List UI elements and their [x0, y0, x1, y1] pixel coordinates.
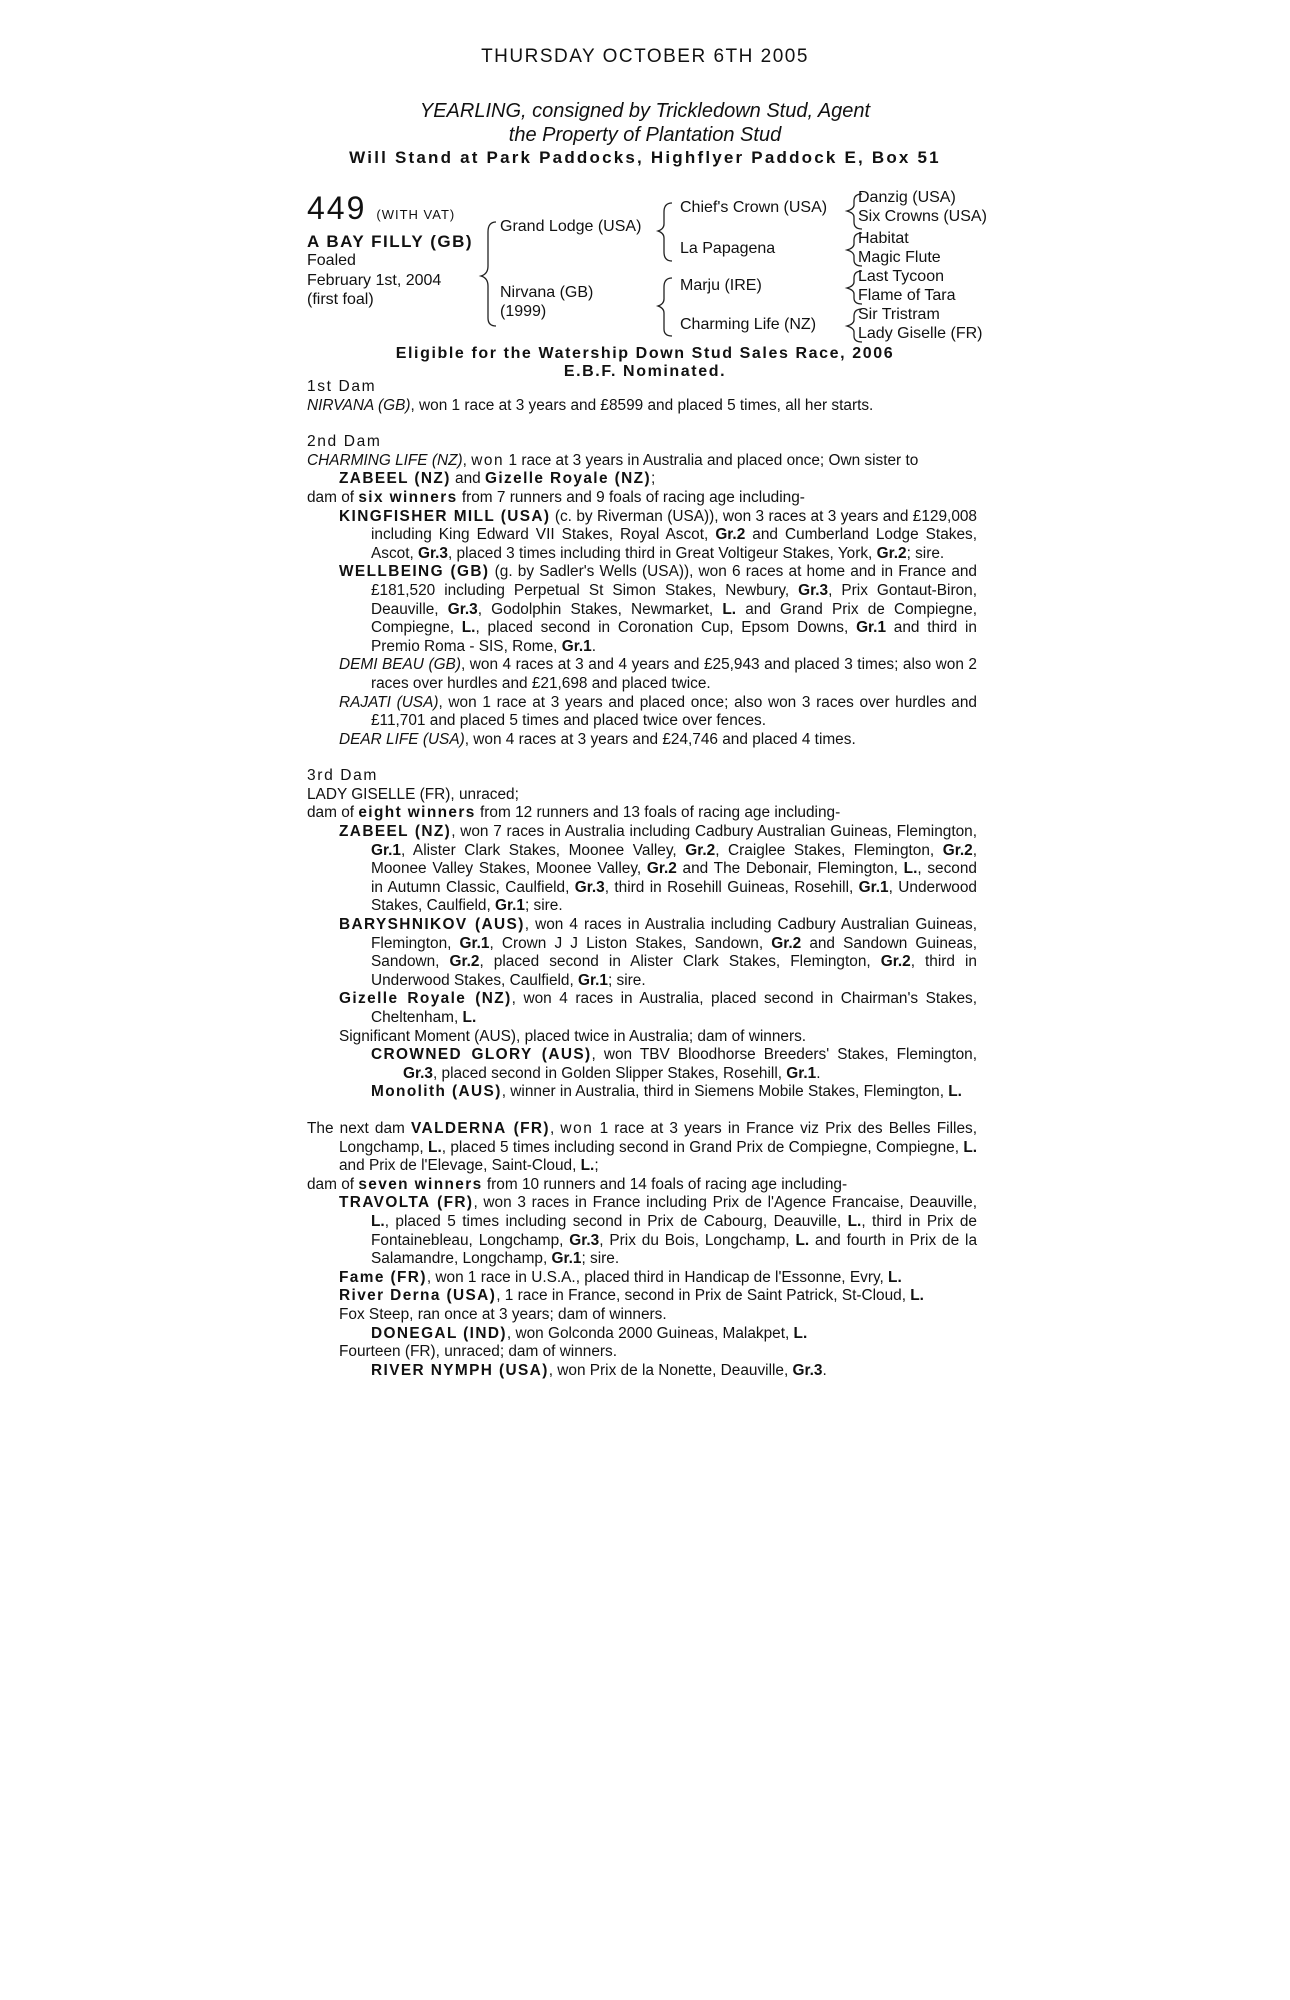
next-dam-text: and Prix de l'Elevage, Saint-Cloud,	[339, 1157, 581, 1175]
first-dam-heading: 1st Dam	[307, 378, 377, 395]
foal-name: WELLBEING (GB)	[339, 563, 490, 581]
foal-text: , Craiglee Stakes, Flemington,	[715, 841, 943, 859]
grade: L.	[847, 1212, 862, 1230]
grade: L.	[722, 600, 737, 618]
foal-text: .	[816, 1064, 821, 1082]
foal-text: , won 4 races at 3 years and £24,746 and placed 4 times.	[464, 730, 856, 748]
foal-text: , won Golconda 2000 Guineas, Malakpet,	[506, 1324, 794, 1342]
foal-text: (c. by Riverman (USA)), won 3 races at 3 years and £129,008 including King Edward VII Stakes, Royal Ascot,	[371, 507, 977, 544]
pedigree-g7: Sir Tristram	[858, 306, 940, 323]
foal-text: , Underwood Stakes, Caulfield,	[371, 878, 977, 915]
foal-name: DONEGAL (IND)	[371, 1324, 507, 1342]
dam-of-pre: dam of	[307, 804, 359, 822]
grade: Gr.1	[858, 878, 889, 896]
brace-main	[481, 222, 496, 326]
grade: L.	[795, 1231, 810, 1249]
foal-name: CROWNED GLORY (AUS)	[371, 1046, 592, 1064]
foal-baryshnikov	[307, 916, 977, 990]
next-dam-won: won	[560, 1119, 594, 1137]
dam-of-post: from 7 runners and 9 foals of racing age including-	[457, 488, 805, 506]
brace-sire	[658, 203, 672, 261]
pedigree-dam: Nirvana (GB)	[500, 284, 594, 301]
next-dam-name: VALDERNA (FR)	[411, 1119, 550, 1137]
foal-note: (first foal)	[307, 291, 374, 308]
next-dam-text: 1 race at 3 years in France viz Prix des Belles Filles, Longchamp,	[339, 1119, 977, 1156]
grade: Gr.2	[646, 860, 677, 878]
sale-date: THURSDAY OCTOBER 6TH 2005	[481, 46, 809, 67]
pedigree-dam-sire: Marju (IRE)	[680, 277, 762, 294]
grade: Gr.3	[418, 544, 448, 562]
dam-of-winners: eight winners	[358, 804, 476, 822]
foal-text: , won Prix de la Nonette, Deauville,	[548, 1361, 793, 1379]
foal-name: ZABEEL (NZ)	[339, 823, 452, 841]
grade: Gr.3	[403, 1064, 433, 1082]
second-dam-won: won	[471, 451, 505, 469]
grade: Gr.1	[551, 1250, 582, 1268]
grade: Gr.1	[371, 841, 401, 859]
grade: Gr.3	[792, 1361, 823, 1379]
eligible-note: Eligible for the Watership Down Stud Sales Race, 2006	[395, 345, 895, 362]
next-dam-produce	[307, 1176, 977, 1195]
foal-text: , won 4 races in Australia including Cadbury Australian Guineas, Flemington,	[371, 916, 978, 952]
second-dam-text: 1 race at 3 years in Australia and placed once; Own sister to	[504, 451, 919, 469]
pedigree-g2: Six Crowns (USA)	[858, 208, 987, 225]
foal-text: , second in Autumn Classic, Caulfield,	[371, 860, 977, 896]
pedigree-brackets	[0, 0, 1290, 400]
dam-of-pre: dam of	[307, 488, 359, 506]
second-dam-heading: 2nd Dam	[307, 433, 382, 451]
foal-text: , Alister Clark Stakes, Moonee Valley,	[400, 841, 686, 859]
consignment-line-1: YEARLING, consigned by Trickledown Stud, Agent	[419, 100, 871, 122]
foal-demi-beau	[307, 656, 977, 693]
brace-dam	[658, 278, 672, 336]
foal-text: , won TBV Bloodhorse Breeders' Stakes, Flemington,	[591, 1046, 977, 1064]
lot-number: 449	[307, 190, 367, 226]
stand-location: Will Stand at Park Paddocks, Highflyer Paddock E, Box 51	[349, 148, 941, 167]
foal-text: , won 1 race in U.S.A., placed third in Handicap de l'Essonne, Evry,	[426, 1268, 889, 1286]
grade: Gr.3	[798, 581, 829, 599]
dam-of-winners: six winners	[358, 488, 458, 506]
first-dam-line	[307, 397, 977, 416]
foal-gizelle-royale	[307, 990, 977, 1027]
pedigree-g3: Habitat	[858, 230, 909, 247]
grade: Gr.1	[786, 1064, 817, 1082]
foal-text: and Cumberland Lodge Stakes, Ascot,	[371, 526, 977, 562]
foal-text: , won 4 races in Australia, placed second in Chairman's Stakes, Cheltenham,	[371, 990, 977, 1026]
foal-text: and Grand Prix de Compiegne, Compiegne,	[371, 600, 977, 637]
grade: Gr.2	[876, 544, 907, 562]
grade: L.	[910, 1287, 924, 1305]
foal-text: , placed 3 times including third in Great Voltigeur Stakes, York,	[448, 544, 877, 562]
grade: Gr.1	[856, 619, 887, 637]
foaled-label: Foaled	[307, 252, 356, 269]
foal-text: (g. by Sadler's Wells (USA)), won 6 races at home and in France and £181,520 including Perpetual St Simon Stakes, Newbury,	[371, 563, 977, 599]
foal-name: BARYSHNIKOV (AUS)	[339, 916, 525, 934]
pedigree-g1: Danzig (USA)	[858, 189, 956, 206]
grade: L.	[580, 1157, 595, 1175]
foal-kingfisher-mill	[307, 508, 977, 564]
sibling-end: ;	[650, 470, 656, 488]
grade: Gr.2	[771, 934, 802, 952]
next-dam-line: The next dam VALDERNA (FR), won 1 race at 3 years in France viz Prix des Belles Filles, Longchamp, L., placed 5 times including second in Grand Prix de Compiegne, Compiegne, L. and Prix de l'Elevage, Saint-Cloud, L.;	[307, 1119, 977, 1175]
grade: L.	[371, 1212, 385, 1230]
foal-text: , third in Prix de Fontainebleau, Longchamp,	[371, 1212, 977, 1249]
second-dam-produce	[307, 489, 977, 508]
dam-of-post: from 10 runners and 14 foals of racing age including-	[482, 1175, 848, 1193]
foal-river-derna	[307, 1287, 977, 1306]
grade: L.	[903, 860, 918, 878]
grade: L.	[948, 1083, 962, 1101]
foal-text: , placed 5 times including second in Prix de Cabourg, Deauville,	[384, 1212, 848, 1230]
grandfoal-river-nymph	[307, 1362, 977, 1381]
grandfoal-crowned-glory	[307, 1046, 977, 1083]
foal-text: , won 7 races in Australia including Cadbury Australian Guineas, Flemington,	[451, 823, 978, 841]
pedigree-g4: Magic Flute	[858, 249, 941, 266]
pedigree-dam-dam: Charming Life (NZ)	[680, 316, 817, 333]
grade: Gr.3	[574, 878, 605, 896]
foal-text: and Sandown Guineas, Sandown,	[371, 934, 977, 971]
grade: Gr.3	[569, 1231, 600, 1249]
foal-text: and The Debonair, Flemington,	[676, 860, 904, 878]
grade: Gr.2	[449, 953, 480, 971]
third-dam-produce	[307, 804, 977, 823]
pedigree-g5: Last Tycoon	[858, 268, 944, 285]
foal-name: Monolith (AUS)	[371, 1083, 502, 1101]
foal-text: , Prix du Bois, Longchamp,	[599, 1231, 796, 1249]
grade: Gr.2	[880, 953, 911, 971]
sibling-and: and	[450, 470, 485, 488]
foal-text: ; sire.	[581, 1250, 620, 1268]
pedigree-sire-dam: La Papagena	[680, 240, 776, 257]
grade: Gr.1	[561, 637, 592, 655]
dam-of-winners: seven winners	[358, 1175, 483, 1193]
foal-fame	[307, 1269, 977, 1288]
foal-name: KINGFISHER MILL (USA)	[339, 507, 551, 525]
foal-text: , won 1 race at 3 years and placed once; also won 3 races over hurdles and £11,701 and placed 5 times and placed twice over fences.	[371, 693, 977, 730]
foal-text: ; sire.	[906, 544, 945, 562]
grade: L.	[462, 1009, 477, 1026]
foal-text: , won 3 races in France including Prix de l'Agence Francaise, Deauville,	[473, 1194, 978, 1212]
foal-name: Gizelle Royale (NZ)	[339, 990, 512, 1008]
foal-fourteen: Fourteen (FR), unraced; dam of winners.	[339, 1343, 618, 1361]
foal-name: Fame (FR)	[339, 1268, 427, 1286]
third-dam-line: LADY GISELLE (FR), unraced;	[307, 785, 519, 803]
foal-zabeel	[307, 823, 977, 916]
foal-text: , Moonee Valley Stakes, Moonee Valley,	[371, 841, 977, 878]
sibling-1: ZABEEL (NZ)	[339, 470, 451, 488]
grade: Gr.3	[447, 600, 478, 618]
grade: Gr.1	[495, 897, 525, 915]
foal-text: , Prix Gontaut-Biron, Deauville,	[371, 581, 977, 618]
first-dam-name: NIRVANA (GB)	[307, 396, 411, 414]
pedigree-sire-sire: Chief's Crown (USA)	[680, 199, 828, 216]
foal-text: , 1 race in France, second in Prix de Saint Patrick, St-Cloud,	[496, 1287, 911, 1305]
first-dam-text: , won 1 race at 3 years and £8599 and placed 5 times, all her starts.	[410, 396, 874, 414]
foal-dear-life	[307, 731, 977, 750]
lot-description: A BAY FILLY (GB)	[307, 232, 474, 251]
foal-text: .	[822, 1361, 827, 1379]
foal-text: ; sire.	[525, 897, 563, 915]
ebf-note: E.B.F. Nominated.	[563, 363, 727, 380]
foal-text: , placed second in Alister Clark Stakes, Flemington,	[479, 953, 881, 971]
foal-text: , third in Rosehill Guineas, Rosehill,	[604, 878, 859, 896]
pedigree-g8: Lady Giselle (FR)	[858, 325, 983, 342]
dam-of-post: from 12 runners and 13 foals of racing age including-	[475, 804, 841, 822]
foal-significant-moment: Significant Moment (AUS), placed twice in Australia; dam of winners.	[339, 1027, 807, 1045]
foal-name: DEMI BEAU (GB)	[339, 656, 461, 674]
grade: L.	[428, 1138, 442, 1156]
foal-name: TRAVOLTA (FR)	[339, 1194, 474, 1212]
grade: L.	[963, 1138, 977, 1156]
catalogue-text	[307, 378, 977, 1380]
grade: L.	[888, 1268, 902, 1286]
foal-text: and third in Premio Roma - SIS, Rome,	[371, 619, 977, 655]
grade: Gr.2	[685, 841, 716, 859]
grade: Gr.2	[715, 526, 746, 544]
grade: Gr.2	[942, 841, 973, 859]
sibling-2: Gizelle Royale (NZ)	[484, 470, 651, 488]
foal-name: DEAR LIFE (USA)	[339, 730, 465, 748]
grandfoal-donegal	[307, 1325, 977, 1344]
foal-fox-steep: Fox Steep, ran once at 3 years; dam of winners.	[339, 1305, 667, 1323]
foal-text: , winner in Australia, third in Siemens Mobile Stakes, Flemington,	[501, 1083, 949, 1101]
grade: L.	[461, 619, 476, 637]
pedigree-sire: Grand Lodge (USA)	[500, 218, 642, 235]
vat-note: (WITH VAT)	[376, 207, 456, 222]
foal-travolta	[307, 1194, 977, 1268]
foal-text: .	[591, 637, 596, 655]
second-dam-name: CHARMING LIFE (NZ)	[307, 451, 463, 469]
consignment-line-2: the Property of Plantation Stud	[508, 124, 782, 146]
grade: Gr.1	[459, 934, 490, 952]
foal-text: , won 4 races at 3 and 4 years and £25,943 and placed 3 times; also won 2 races over hurdles and £21,698 and placed twice.	[371, 656, 977, 692]
foal-text: , placed second in Golden Slipper Stakes, Rosehill,	[432, 1064, 787, 1082]
foal-text: , Crown J J Liston Stakes, Sandown,	[489, 934, 772, 952]
foaled-date: February 1st, 2004	[307, 272, 442, 289]
foal-text: ; sire.	[607, 971, 646, 989]
pedigree-g6: Flame of Tara	[858, 287, 956, 304]
foal-text: , Godolphin Stakes, Newmarket,	[477, 600, 723, 618]
foal-name: River Derna (USA)	[339, 1287, 497, 1305]
dam-of-pre: dam of	[307, 1175, 359, 1193]
grandfoal-monolith	[307, 1083, 977, 1102]
foal-text: , third in Underwood Stakes, Caulfield,	[371, 953, 977, 989]
foal-rajati	[307, 694, 977, 731]
next-dam-text: , placed 5 times including second in Grand Prix de Compiegne, Compiegne,	[441, 1138, 964, 1156]
foal-wellbeing	[307, 563, 977, 656]
foal-name: RAJATI (USA)	[339, 693, 439, 711]
pedigree-dam-year: (1999)	[500, 303, 547, 320]
foal-text: and fourth in Prix de la Salamandre, Longchamp,	[371, 1231, 977, 1268]
foal-name: RIVER NYMPH (USA)	[371, 1361, 549, 1379]
grade: L.	[793, 1324, 808, 1342]
next-dam-text: ;	[594, 1157, 599, 1175]
grade: Gr.1	[578, 971, 608, 989]
foal-text: , placed second in Coronation Cup, Epsom Downs,	[475, 619, 857, 637]
third-dam-heading: 3rd Dam	[307, 767, 378, 785]
next-dam-pre: The next dam	[307, 1119, 412, 1137]
second-dam-line: CHARMING LIFE (NZ), won 1 race at 3 years in Australia and placed once; Own sister to ZABEEL (NZ) and Gizelle Royale (NZ);	[307, 451, 919, 488]
